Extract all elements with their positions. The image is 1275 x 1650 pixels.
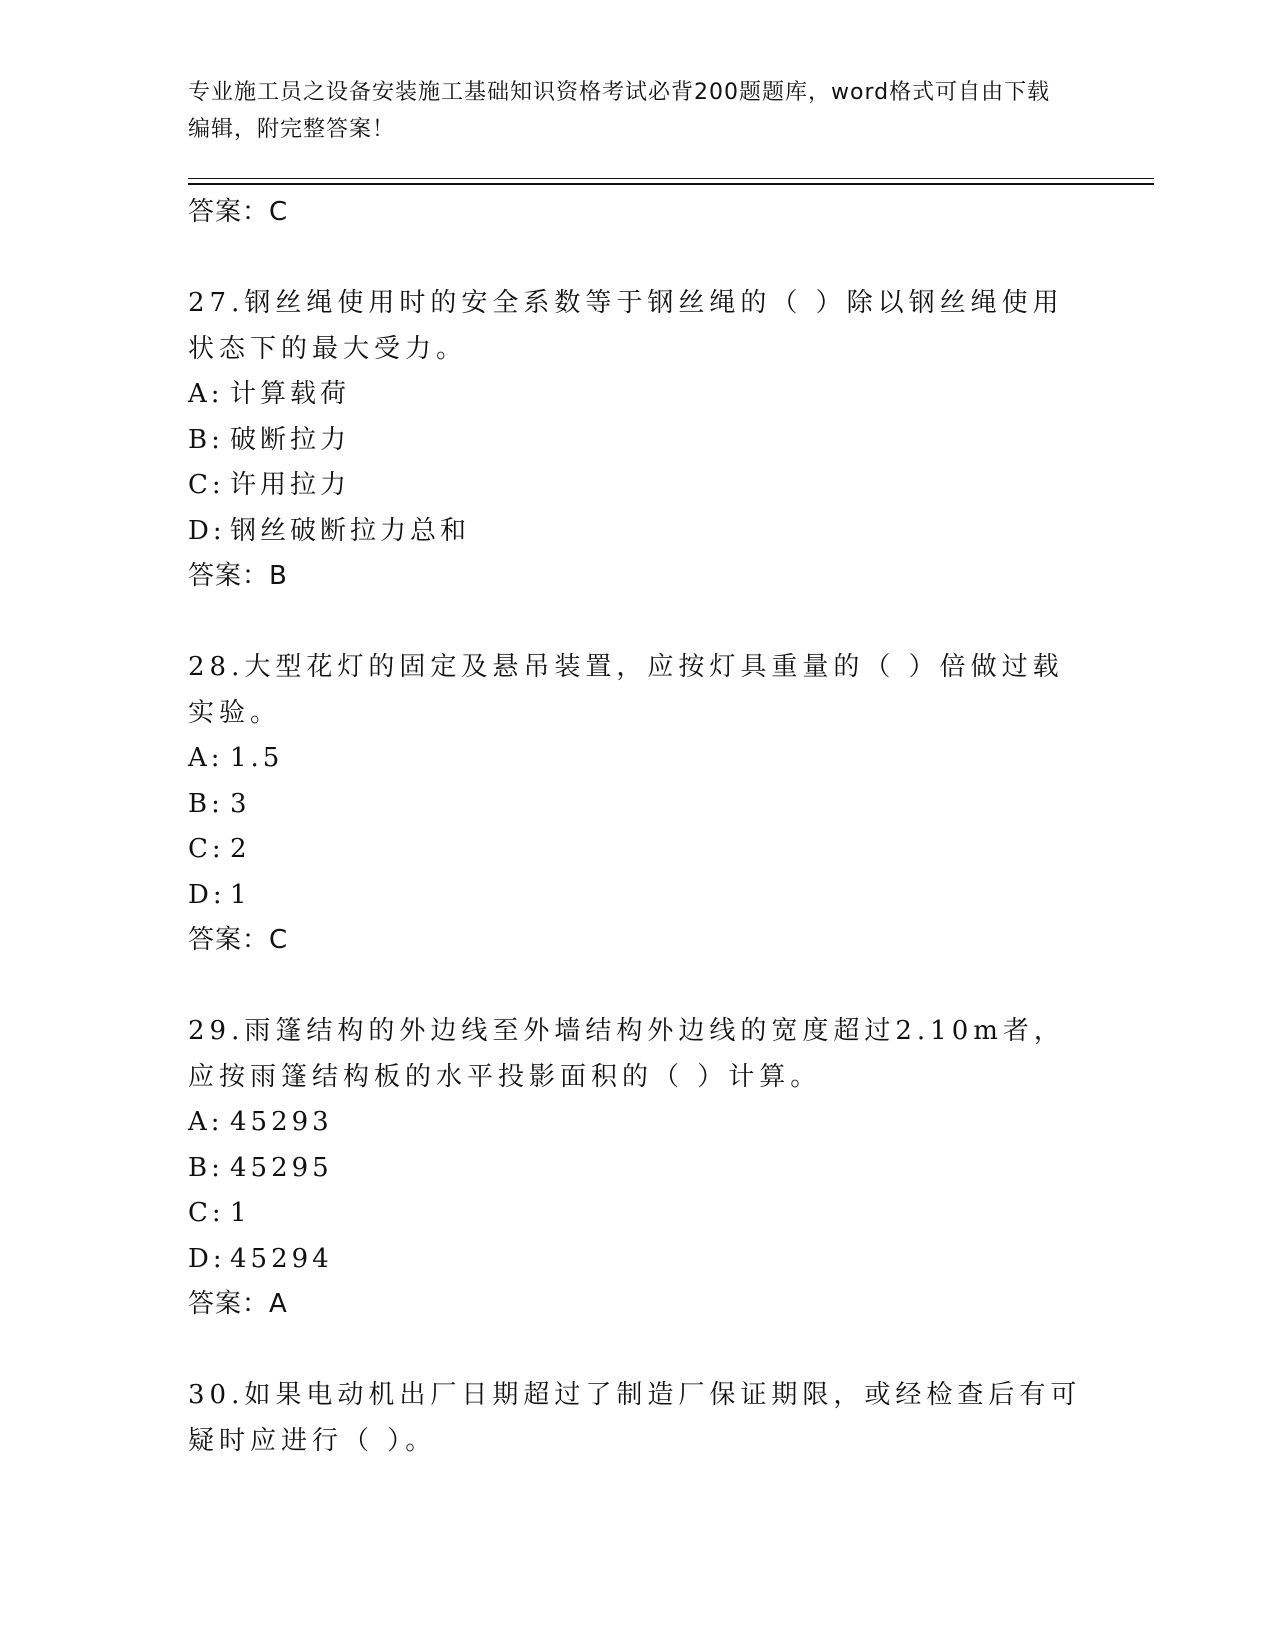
option-d — [188, 509, 1088, 555]
option-c — [188, 827, 1088, 873]
option-key: A: — [188, 743, 224, 773]
option-key: A: — [188, 379, 224, 409]
option-text: 45294 — [230, 1243, 333, 1274]
option-a — [188, 736, 1088, 782]
question-29 — [188, 1008, 1088, 1326]
option-text: 2 — [230, 834, 251, 864]
option-text: 许用拉力 — [230, 470, 351, 500]
option-a — [188, 372, 1088, 418]
answer: 答案：C — [188, 925, 289, 955]
option-key: C: — [188, 834, 225, 864]
option-text: 3 — [230, 788, 251, 819]
option-key: D: — [188, 879, 226, 910]
header-divider-thick — [188, 183, 1154, 185]
option-d — [188, 1237, 1088, 1283]
option-text: 计算载荷 — [230, 379, 351, 409]
option-c — [188, 463, 1088, 509]
option-key: C: — [188, 470, 225, 500]
option-text: 1 — [230, 1198, 251, 1228]
previous-answer: 答案：C — [188, 197, 289, 227]
option-text: 1.5 — [230, 743, 284, 773]
option-key: B: — [188, 1152, 224, 1183]
option-key: D: — [188, 1243, 226, 1274]
option-text: 1 — [230, 879, 251, 910]
option-d — [188, 873, 1088, 919]
option-key: B: — [188, 788, 224, 819]
question-30 — [188, 1372, 1088, 1464]
option-b — [188, 782, 1088, 828]
option-key: D: — [188, 515, 226, 546]
option-b — [188, 1146, 1088, 1192]
header-divider — [188, 178, 1154, 179]
option-a — [188, 1100, 1088, 1146]
option-key: A: — [188, 1107, 224, 1137]
question-stem: 30.如果电动机出厂日期超过了制造厂保证期限，或经检查后有可疑时应进行（ ）。 — [188, 1380, 1082, 1456]
question-28 — [188, 644, 1088, 962]
option-key: C: — [188, 1198, 225, 1228]
document-header: 专业施工员之设备安装施工基础知识资格考试必背200题题库，word格式可自由下载编辑，附完整答案！ — [188, 80, 1051, 142]
question-27 — [188, 280, 1088, 598]
option-text: 钢丝破断拉力总和 — [230, 515, 471, 546]
answer: 答案：A — [188, 1289, 288, 1319]
option-b — [188, 418, 1088, 464]
answer: 答案：B — [188, 561, 288, 591]
question-stem: 28.大型花灯的固定及悬吊装置，应按灯具重量的（ ）倍做过载实验。 — [188, 652, 1064, 728]
question-stem: 29.雨篷结构的外边线至外墙结构外边线的宽度超过2.10m者，应按雨篷结构板的水平投影面积的（ ）计算。 — [188, 1016, 1065, 1092]
option-text: 破断拉力 — [230, 424, 351, 455]
option-text: 45293 — [230, 1107, 333, 1137]
question-list — [188, 190, 1088, 1464]
option-text: 45295 — [230, 1152, 333, 1183]
question-stem: 27.钢丝绳使用时的安全系数等于钢丝绳的（ ）除以钢丝绳使用状态下的最大受力。 — [188, 288, 1064, 364]
option-key: B: — [188, 424, 224, 455]
option-c — [188, 1191, 1088, 1237]
